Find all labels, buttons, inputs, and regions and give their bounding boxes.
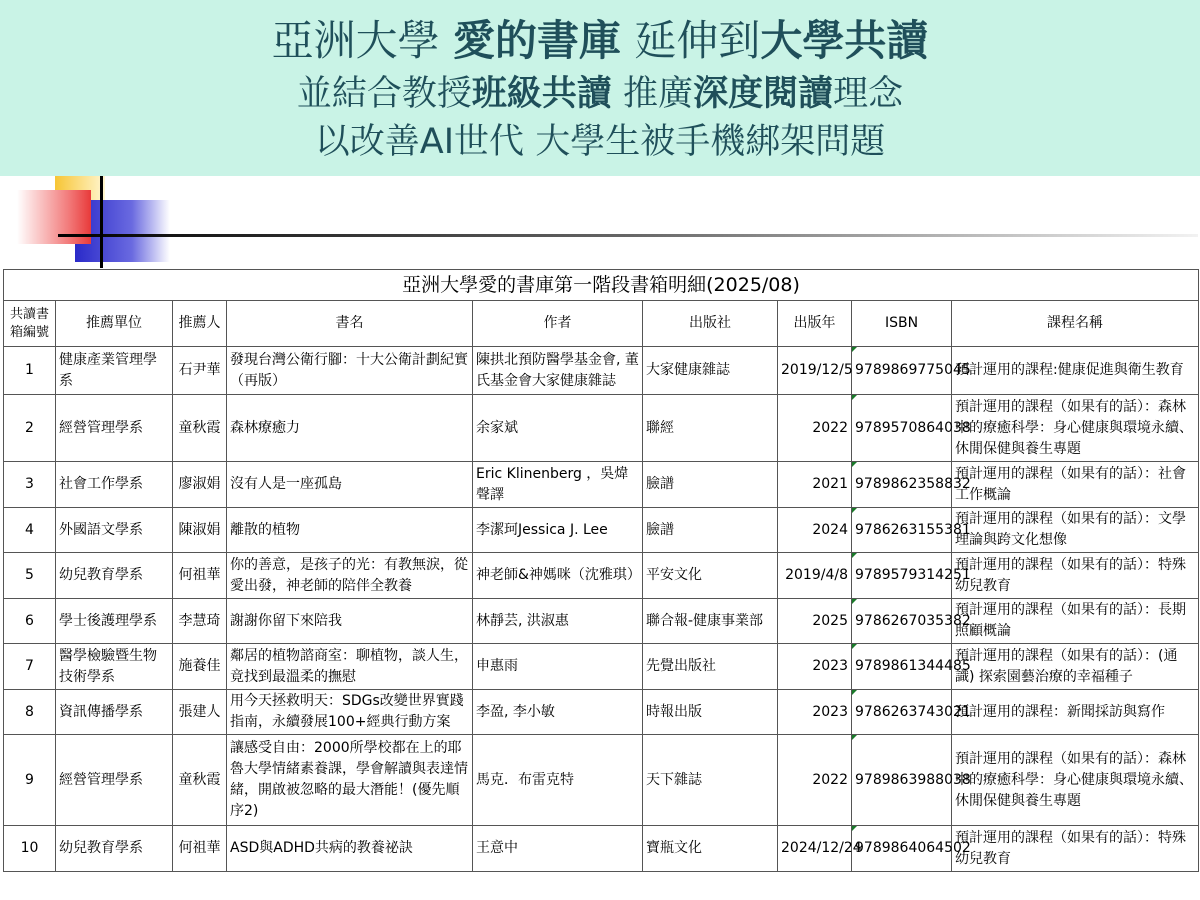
- table-row: [4, 599, 1199, 644]
- cell-no: 1: [4, 347, 56, 395]
- cell-no: 4: [4, 508, 56, 553]
- title-1-part-c: 延伸到: [621, 16, 761, 65]
- cell-course: 預計運用的課程:健康促進與衛生教育: [952, 347, 1199, 395]
- cell-person: 童秋霞: [173, 395, 227, 462]
- header-dept: 推薦單位: [56, 301, 173, 347]
- title-2-part-d: 深度閱讀: [693, 74, 834, 114]
- cell-title: 謝謝你留下來陪我: [227, 599, 473, 644]
- header-isbn: ISBN: [852, 301, 952, 347]
- cell-person: 何祖華: [173, 826, 227, 872]
- cell-publisher: 聯合報-健康事業部: [643, 599, 778, 644]
- title-line-3: 以改善AI世代 大學生被手機綁架問題: [314, 122, 886, 162]
- cell-publisher: 臉譜: [643, 508, 778, 553]
- cell-publisher: 寶瓶文化: [643, 826, 778, 872]
- cell-dept: 經營管理學系: [56, 735, 173, 826]
- cell-no: 9: [4, 735, 56, 826]
- cell-isbn: 9789861344485: [852, 644, 952, 690]
- cell-dept: 社會工作學系: [56, 462, 173, 508]
- decorative-squares: [0, 176, 1200, 271]
- cell-isbn: 9789864064502: [852, 826, 952, 872]
- title-1-part-a: 亞洲大學: [271, 16, 453, 65]
- cell-title: 鄰居的植物諮商室：聊植物，談人生，竟找到最溫柔的撫慰: [227, 644, 473, 690]
- cell-isbn: 9789862358832: [852, 462, 952, 508]
- cell-author: 林靜芸, 洪淑惠: [473, 599, 643, 644]
- cell-person: 張建人: [173, 690, 227, 735]
- cell-author: 申惠雨: [473, 644, 643, 690]
- cell-title: 讓感受自由：2000所學校都在上的耶魯大學情緒素養課，學會解讀與表達情緒，開啟被忽略的最大潛能！(優先順序2): [227, 735, 473, 826]
- table-row: [4, 826, 1199, 872]
- title-banner: [0, 0, 1200, 176]
- cell-no: 6: [4, 599, 56, 644]
- cell-isbn: 9786263743021: [852, 690, 952, 735]
- cell-no: 3: [4, 462, 56, 508]
- cell-author: 王意中: [473, 826, 643, 872]
- cell-no: 10: [4, 826, 56, 872]
- cell-dept: 資訊傳播學系: [56, 690, 173, 735]
- cell-author: 馬克．布雷克特: [473, 735, 643, 826]
- table-caption: 亞洲大學愛的書庫第一階段書箱明細(2025/08): [4, 270, 1199, 301]
- cell-course: 預計運用的課程（如果有的話）：(通識) 探索園藝治療的幸福種子: [952, 644, 1199, 690]
- cell-course: 預計運用的課程（如果有的話）：文學理論與跨文化想像: [952, 508, 1199, 553]
- cell-course: 預計運用的課程（如果有的話）：森林中的療癒科學：身心健康與環境永續、休閒保健與養生專題: [952, 735, 1199, 826]
- cell-dept: 幼兒教育學系: [56, 826, 173, 872]
- cell-no: 8: [4, 690, 56, 735]
- header-year: 出版年: [778, 301, 852, 347]
- cell-isbn: 9789863988038: [852, 735, 952, 826]
- cell-year: 2023: [778, 690, 852, 735]
- table-row: [4, 644, 1199, 690]
- table-row: [4, 347, 1199, 395]
- cell-person: 李慧琦: [173, 599, 227, 644]
- cell-isbn: 9789869775045: [852, 347, 952, 395]
- cell-year: 2024/12/24: [778, 826, 852, 872]
- header-title: 書名: [227, 301, 473, 347]
- cell-year: 2019/12/5: [778, 347, 852, 395]
- title-2-part-c: 推廣: [611, 74, 694, 114]
- cell-year: 2023: [778, 644, 852, 690]
- cell-person: 何祖華: [173, 553, 227, 599]
- header-person: 推薦人: [173, 301, 227, 347]
- cell-publisher: 先覺出版社: [643, 644, 778, 690]
- cell-author: 陳拱北預防醫學基金會, 董氏基金會大家健康雜誌: [473, 347, 643, 395]
- cell-author: 李盈, 李小敏: [473, 690, 643, 735]
- cell-no: 7: [4, 644, 56, 690]
- cell-author: 李潔珂Jessica J. Lee: [473, 508, 643, 553]
- cell-publisher: 大家健康雜誌: [643, 347, 778, 395]
- cell-course: 預計運用的課程（如果有的話）：特殊幼兒教育: [952, 826, 1199, 872]
- deco-vertical-rule: [100, 176, 103, 268]
- table-row: [4, 735, 1199, 826]
- cell-author: 余家斌: [473, 395, 643, 462]
- title-2-part-a: 並結合教授: [296, 74, 472, 114]
- table-row: [4, 395, 1199, 462]
- cell-title: ASD與ADHD共病的教養祕訣: [227, 826, 473, 872]
- cell-person: 石尹華: [173, 347, 227, 395]
- deco-horizontal-rule: [58, 234, 1198, 237]
- table-row: [4, 508, 1199, 553]
- cell-year: 2022: [778, 395, 852, 462]
- cell-person: 施養佳: [173, 644, 227, 690]
- cell-isbn: 9786267035382: [852, 599, 952, 644]
- header-course: 課程名稱: [952, 301, 1199, 347]
- cell-course: 預計運用的課程（如果有的話）：森林中的療癒科學：身心健康與環境永續、休閒保健與養生專題: [952, 395, 1199, 462]
- title-line-2: [0, 66, 1200, 116]
- title-1-part-b: 愛的書庫: [452, 16, 621, 65]
- title-2-part-e: 理念: [833, 74, 904, 114]
- cell-title: 沒有人是一座孤島: [227, 462, 473, 508]
- cell-dept: 健康產業管理學系: [56, 347, 173, 395]
- cell-year: 2021: [778, 462, 852, 508]
- cell-year: 2025: [778, 599, 852, 644]
- cell-isbn: 9786263155381: [852, 508, 952, 553]
- cell-title: 離散的植物: [227, 508, 473, 553]
- title-2-part-b: 班級共讀: [471, 74, 612, 114]
- cell-publisher: 聯經: [643, 395, 778, 462]
- table-row: [4, 462, 1199, 508]
- header-no: 共讀書箱編號: [4, 301, 56, 347]
- cell-no: 2: [4, 395, 56, 462]
- table-row: [4, 690, 1199, 735]
- header-publisher: 出版社: [643, 301, 778, 347]
- title-1-part-d: 大學共讀: [760, 16, 929, 65]
- cell-publisher: 天下雜誌: [643, 735, 778, 826]
- cell-dept: 經營管理學系: [56, 395, 173, 462]
- cell-title: 發現台灣公衛行腳：十大公衛計劃紀實（再版）: [227, 347, 473, 395]
- cell-isbn: 9789570864038: [852, 395, 952, 462]
- cell-course: 預計運用的課程（如果有的話）：社會工作概論: [952, 462, 1199, 508]
- header-author: 作者: [473, 301, 643, 347]
- table-row: [4, 553, 1199, 599]
- title-line-1: [0, 8, 1200, 68]
- cell-title: 森林療癒力: [227, 395, 473, 462]
- cell-isbn: 9789579314251: [852, 553, 952, 599]
- cell-course: 預計運用的課程（如果有的話）：長期照顧概論: [952, 599, 1199, 644]
- cell-year: 2019/4/8: [778, 553, 852, 599]
- cell-course: 預計運用的課程（如果有的話）：特殊幼兒教育: [952, 553, 1199, 599]
- cell-dept: 外國語文學系: [56, 508, 173, 553]
- cell-publisher: 平安文化: [643, 553, 778, 599]
- cell-publisher: 時報出版: [643, 690, 778, 735]
- cell-author: Eric Klinenberg ，吳煒聲譯: [473, 462, 643, 508]
- cell-no: 5: [4, 553, 56, 599]
- cell-course: 預計運用的課程：新聞採訪與寫作: [952, 690, 1199, 735]
- cell-publisher: 臉譜: [643, 462, 778, 508]
- cell-person: 廖淑娟: [173, 462, 227, 508]
- cell-person: 童秋霞: [173, 735, 227, 826]
- cell-year: 2022: [778, 735, 852, 826]
- cell-title: 你的善意，是孩子的光：有教無淚，從愛出發，神老師的陪伴全教養: [227, 553, 473, 599]
- cell-year: 2024: [778, 508, 852, 553]
- cell-dept: 醫學檢驗暨生物技術學系: [56, 644, 173, 690]
- cell-person: 陳淑娟: [173, 508, 227, 553]
- table-header-row: [4, 301, 1199, 347]
- book-list-table: [3, 269, 1199, 872]
- cell-dept: 幼兒教育學系: [56, 553, 173, 599]
- cell-author: 神老師&神媽咪（沈雅琪）: [473, 553, 643, 599]
- cell-dept: 學士後護理學系: [56, 599, 173, 644]
- cell-title: 用今天拯救明天：SDGs改變世界實踐指南，永續發展100+經典行動方案: [227, 690, 473, 735]
